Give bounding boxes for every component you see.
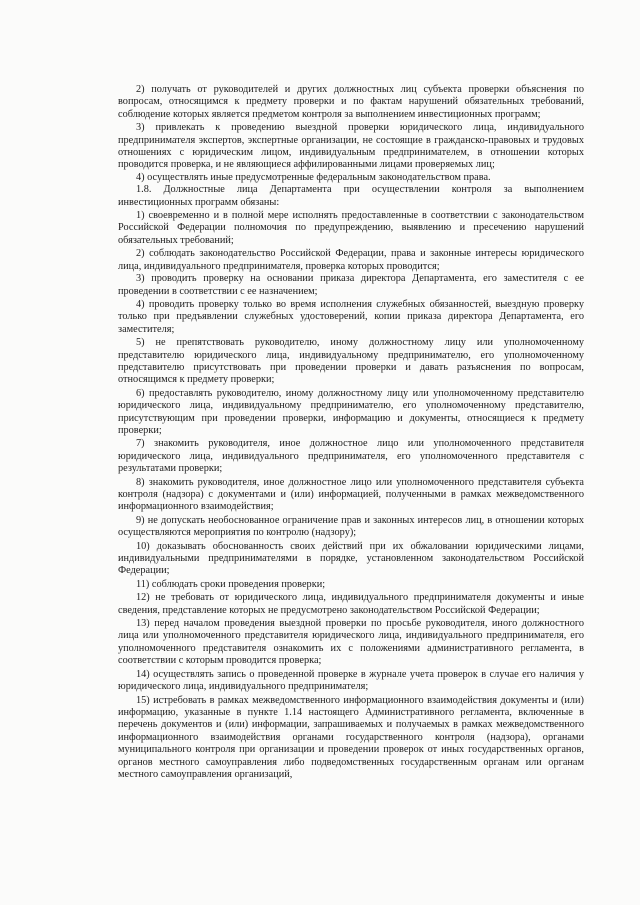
paragraph-duty-15: 15) истребовать в рамках межведомственного информационного взаимодействия документы и (или) информацию, указанные в пункте 1.14 настоящего Административного регламента, включенные в перечень документов и (или) информации, запрашиваемых и получаемых в рамках межведомственного информационного взаимодействия органами государственного контроля (надзора), органами муниципального контроля при организации и проведении проверок от иных государственных органов, органов местного самоуправления либо подведомственных государственным органам или органам местного самоуправления организаций, (118, 694, 584, 780)
paragraph-duty-1: 1) своевременно и в полной мере исполнять предоставленные в соответствии с законодательством Российской Федерации полномочия по предупреждению, выявлению и пресечению нарушений обязательных требований; (118, 210, 584, 246)
paragraph-duty-7: 7) знакомить руководителя, иное должностное лицо или уполномоченного представителя юридического лица, индивидуального предпринимателя, его уполномоченного представителя с результатами проверки; (118, 438, 584, 475)
paragraph-duty-9: 9) не допускать необоснованное ограничение прав и законных интересов лиц, в отношении которых осуществляются мероприятия по контролю (надзору); (118, 514, 584, 539)
paragraph-duty-5: 5) не препятствовать руководителю, иному должностному лицу или уполномоченному представителю юридического лица, индивидуальному предпринимателю, его уполномоченному представителю присутствовать при проведении проверки и давать разъяснения по вопросам, относящимся к предмету проверки; (118, 337, 584, 386)
paragraph-duty-11: 11) соблюдать сроки проведения проверки; (136, 578, 326, 590)
paragraph-duty-12: 12) не требовать от юридического лица, индивидуального предпринимателя документы и иные сведения, представление которых не предусмотрено законодательством Российской Федерации; (118, 592, 584, 616)
paragraph-duty-4: 4) проводить проверку только во время исполнения служебных обязанностей, выездную проверку только при предъявлении служебных удостоверений, копии приказа директора Департамента, его заместителя; (118, 298, 584, 335)
paragraph-duty-13: 13) перед началом проведения выездной проверки по просьбе руководителя, иного должностного лица или уполномоченного представителя юридического лица, индивидуального предпринимателя, его уполномоченного представителя ознакомить их с положениями административного регламента, в соответствии с которым проводится проверка; (118, 618, 584, 667)
document-body (118, 83, 584, 781)
paragraph-item-2: 2) получать от руководителей и других должностных лиц субъекта проверки объяснения по вопросам, относящимся к предмету проверки и по фактам нарушений обязательных требований, соблюдение которых является предметом контроля за выполнением инвестиционных программ; (118, 84, 584, 120)
paragraph-section-1-8: 1.8. Должностные лица Департамента при осуществлении контроля за выполнением инвестиционных программ обязаны: (118, 184, 584, 208)
paragraph-duty-6: 6) предоставлять руководителю, иному должностному лицу или уполномоченному представителю юридического лица, индивидуальному предпринимателю, его уполномоченному представителю, присутствующим при проведении проверки, информацию и документы, относящиеся к предмету проверки; (118, 387, 584, 436)
paragraph-duty-10: 10) доказывать обоснованность своих действий при их обжаловании юридическими лицами, индивидуальными предпринимателями в порядке, установленном законодательством Российской Федерации; (118, 540, 584, 577)
paragraph-duty-8: 8) знакомить руководителя, иное должностное лицо или уполномоченного представителя субъекта контроля (надзора) с документами и (или) информацией, полученными в рамках межведомственного информационного взаимодействия; (118, 476, 584, 513)
paragraph-duty-14: 14) осуществлять запись о проведенной проверке в журнале учета проверок в случае его наличия у юридического лица, индивидуального предпринимателя; (118, 668, 584, 693)
paragraph-duty-3: 3) проводить проверку на основании приказа директора Департамента, его заместителя с ее проведении в соответствии с ее назначением; (118, 273, 584, 297)
paragraph-duty-2: 2) соблюдать законодательство Российской Федерации, права и законные интересы юридического лица, индивидуального предпринимателя, проверка которых проводится; (118, 248, 584, 272)
paragraph-item-3: 3) привлекать к проведению выездной проверки юридического лица, индивидуального предпринимателя экспертов, экспертные организации, не состоящие в гражданско-правовых и трудовых отношениях с юридическим лицом, индивидуальным предпринимателем, в отношении которых проводится проверка, и не являющиеся аффилированными лицами проверяемых лиц; (118, 122, 584, 171)
paragraph-item-4: 4) осуществлять иные предусмотренные федеральным законодательством права. (136, 171, 491, 183)
